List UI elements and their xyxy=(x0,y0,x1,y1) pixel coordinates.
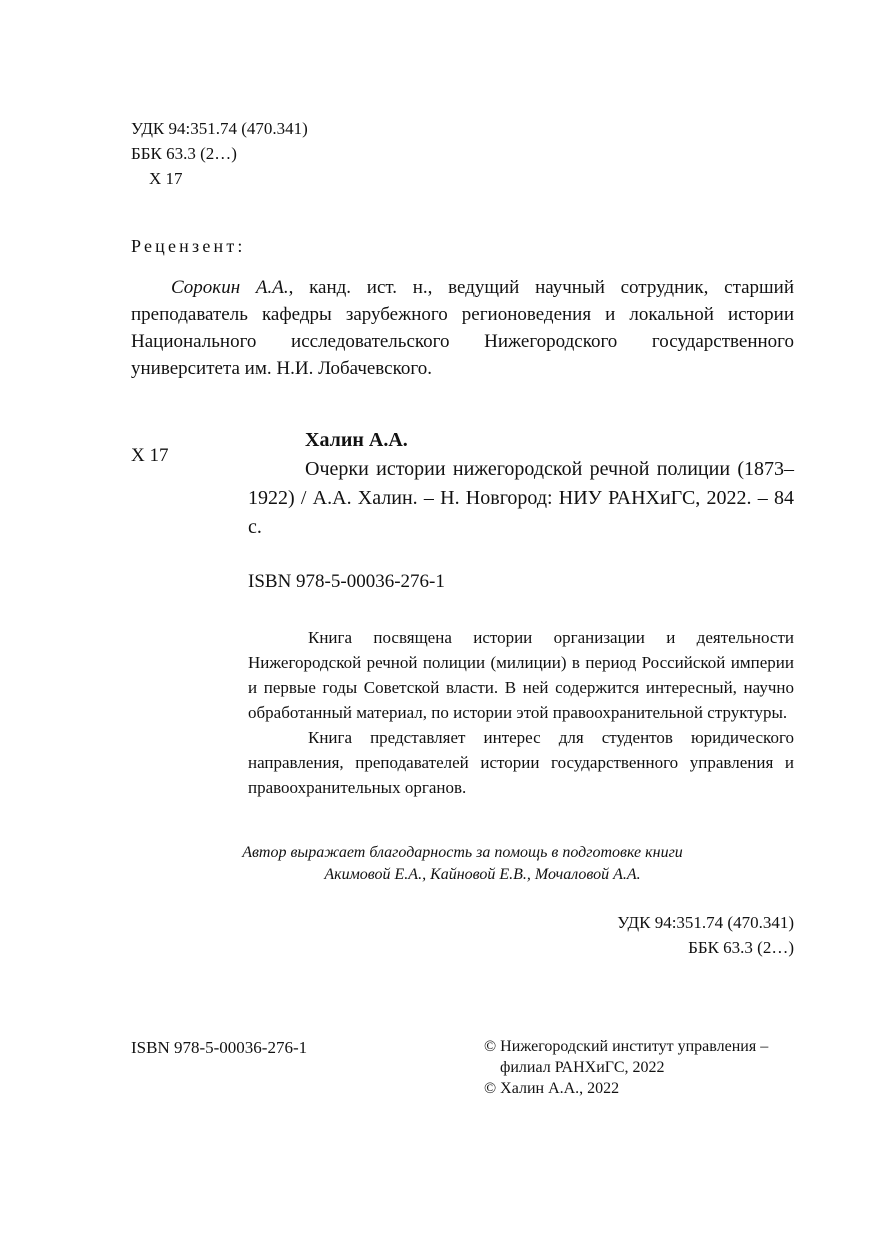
isbn-bottom: ISBN 978-5-00036-276-1 xyxy=(131,1038,308,1057)
copyright-line-1: © Нижегородский институт управления – xyxy=(484,1038,769,1055)
bbk-code-bottom: ББК 63.3 (2…) xyxy=(688,938,794,957)
annotation-paragraph-2: Книга представляет интерес для студентов юридического направления, преподавателей истории государственного управления и правоохранительных органов. xyxy=(248,728,794,797)
acknowledgement-line-1: Автор выражает благодарность за помощь в подготовке книги xyxy=(242,844,683,861)
annotation xyxy=(248,625,794,800)
copyright-line-2: филиал РАНХиГС, 2022 xyxy=(500,1059,665,1076)
bbk-code: ББК 63.3 (2…) xyxy=(131,144,237,163)
author-name: Халин А.А. xyxy=(305,429,408,451)
reviewer-description: , канд. ист. н., ведущий научный сотрудник, старший преподаватель кафедры зарубежного регионоведения и локальной истории Национального исследовательского Нижегородского государственного университета им. Н.И. Лобачевского. xyxy=(131,277,794,379)
isbn-main: ISBN 978-5-00036-276-1 xyxy=(248,571,445,592)
reviewer-name: Сорокин А.А. xyxy=(171,277,289,298)
copyright-line-3: © Халин А.А., 2022 xyxy=(484,1080,620,1097)
copyright-block xyxy=(484,1036,804,1099)
bibliographic-entry xyxy=(248,426,794,542)
author-mark: Х 17 xyxy=(149,169,183,188)
reviewer-text xyxy=(131,274,794,382)
bibliographic-description: Очерки истории нижегородской речной полиции (1873–1922) / А.А. Халин. – Н. Новгород: НИУ РАНХиГС, 2022. – 84 с. xyxy=(248,458,794,538)
udk-code: УДК 94:351.74 (470.341) xyxy=(131,119,308,138)
acknowledgement xyxy=(131,842,794,886)
acknowledgement-line-2: Акимовой Е.А., Кайновой Е.В., Мочаловой А.А. xyxy=(324,866,641,883)
udk-block-bottom xyxy=(617,910,794,960)
udk-block-top xyxy=(131,116,308,191)
annotation-paragraph-1: Книга посвящена истории организации и деятельности Нижегородской речной полиции (милиции) в период Российской империи и первые годы Советской власти. В ней содержится интересный, научно обработанный материал, по истории этой правоохранительной структуры. xyxy=(248,628,794,722)
reviewer-label: Рецензент: xyxy=(131,236,246,256)
udk-code-bottom: УДК 94:351.74 (470.341) xyxy=(617,913,794,932)
author-mark-left: Х 17 xyxy=(131,445,169,466)
